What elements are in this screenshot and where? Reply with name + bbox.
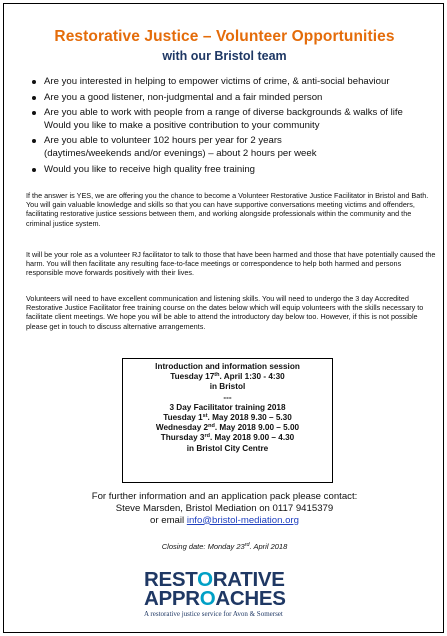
logo-word-2: APPROACHES [144,587,286,610]
restorative-approaches-logo [144,570,314,618]
list-item [32,135,440,160]
list-item: Would you like to receive high quality free training [32,164,440,177]
session-heading: Introduction and information session [155,362,300,371]
list-item-text: Would you like to make a positive contribution to your community [44,119,320,131]
session-place: in Bristol [209,382,246,392]
flyer-subtitle: with our Bristol team [162,49,287,63]
flyer-title: Restorative Justice – Volunteer Opportunities [54,28,395,45]
logo-word-1: RESTORATIVE [144,568,285,591]
contact-line: Steve Marsden, Bristol Mediation on 0117 9415379 [115,502,334,514]
closing-date: Closing date: Monday 23rd. April 2018 [161,542,288,551]
contact-line: or email info@bristol-mediation.org [150,514,299,526]
list-item: Are you interested in helping to empower victims of crime, & anti-social behaviour [32,76,440,89]
training-heading: 3 Day Facilitator training 2018 [169,402,286,412]
list-item-text: Are you a good listener, non-judgmental and a fair minded person [44,91,323,103]
requirements-paragraph: Volunteers will need to have excellent communication and listening skills. You will need to undergo the 3 day Accredited Restorative Justice Facilitator free training course on the dates below which will equip volunteers with the skills necessary to facilitate client meetings. We hope you will be able to attend the introductory day below too. However, if this is not possible please get in touch to discuss alternative arrangements. [26,294,424,331]
flyer-frame [3,3,444,633]
list-item [32,92,440,105]
intro-paragraph: If the answer is YES, we are offering you the chance to become a Volunteer Restorative Justice Facilitator in Bristol and Bath. You will gain valuable knowledge and skills so that you can have supportive conversations meeting victims and offenders, facilitating restorative justice sessions between them, and working alongside professionals within the community and the criminal justice system. [26,191,429,228]
role-paragraph: It will be your role as a volunteer RJ facilitator to talk to those that have been harmed and those that have potentially caused the harm. You will then facilitate any resulting face-to-face meetings or correspondence to help both harmed and persons responsible move forwards positively with their lives. [26,250,436,278]
training-day-2: Wednesday 2nd. May 2018 9.00 – 5.00 [155,423,300,433]
list-item-text: Are you able to work with people from a range of diverse backgrounds & walks of life [44,107,403,119]
training-day-1: Tuesday 1st. May 2018 9.30 – 5.30 [163,413,292,423]
session-date: Tuesday 17th. April 1:30 - 4:30 [170,372,285,382]
training-place: in Bristol City Centre [186,443,269,453]
list-item-text: (daytimes/weekends and/or evenings) – about 2 hours per week [44,147,317,159]
email-link[interactable]: info@bristol-mediation.org [186,514,299,526]
contact-block [4,491,445,526]
list-item-text: Are you able to volunteer 102 hours per year for 2 years [44,135,282,147]
schedule-box [122,358,333,483]
training-day-3: Thursday 3rd. May 2018 9.00 – 4.30 [160,433,295,443]
question-list [32,76,440,179]
contact-line: For further information and an application pack please contact: [91,491,358,502]
separator: --- [223,392,232,402]
list-item [32,107,440,132]
logo-tagline: A restorative justice service for Avon & Somerset [144,610,283,618]
